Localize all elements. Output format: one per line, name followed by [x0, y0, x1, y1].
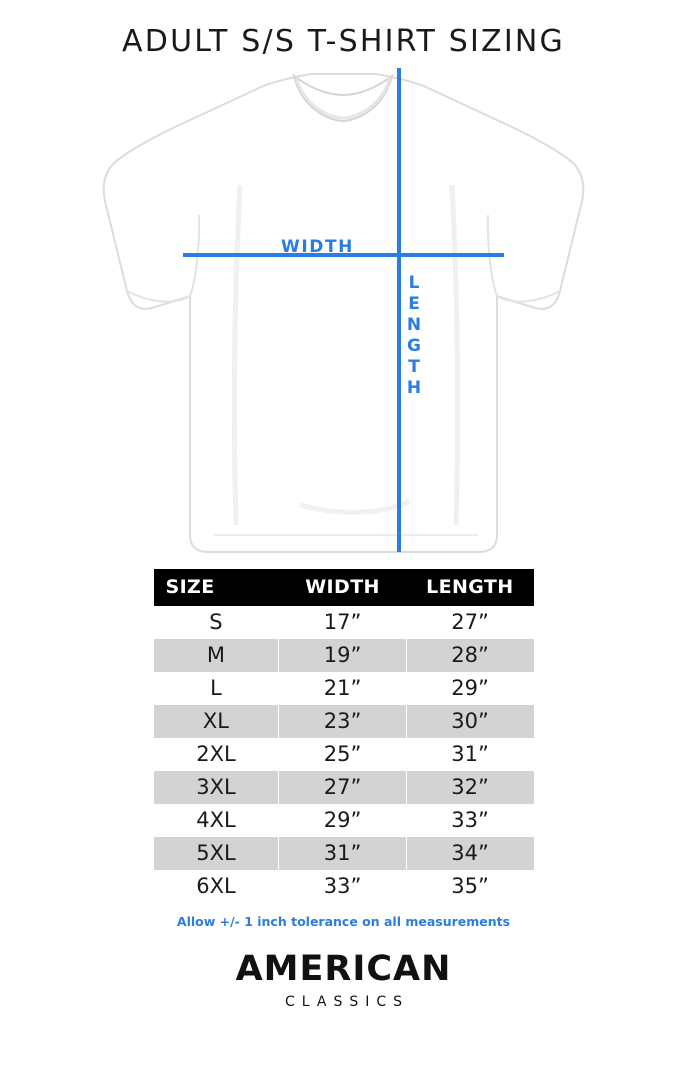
tshirt-illustration [0, 65, 687, 565]
cell-width: 25” [279, 738, 406, 771]
table-row [154, 738, 534, 771]
table-row [154, 870, 534, 903]
cell-size: 5XL [154, 837, 279, 870]
cell-size: S [154, 606, 279, 639]
header-length: LENGTH [406, 569, 533, 606]
cell-length: 29” [406, 672, 533, 705]
table-row [154, 639, 534, 672]
cell-size: 2XL [154, 738, 279, 771]
size-table [154, 569, 534, 903]
cell-width: 23” [279, 705, 406, 738]
cell-length: 27” [406, 606, 533, 639]
header-width: WIDTH [279, 569, 406, 606]
cell-length: 31” [406, 738, 533, 771]
cell-size: 4XL [154, 804, 279, 837]
cell-width: 31” [279, 837, 406, 870]
table-row [154, 606, 534, 639]
length-label: LENGTH [404, 273, 424, 399]
table-row [154, 804, 534, 837]
size-table-head [154, 569, 534, 606]
cell-width: 27” [279, 771, 406, 804]
cell-width: 33” [279, 870, 406, 903]
table-row [154, 672, 534, 705]
cell-length: 35” [406, 870, 533, 903]
cell-length: 32” [406, 771, 533, 804]
table-header-row [154, 569, 534, 606]
cell-width: 17” [279, 606, 406, 639]
cell-length: 33” [406, 804, 533, 837]
cell-size: L [154, 672, 279, 705]
cell-size: 3XL [154, 771, 279, 804]
tshirt-diagram [0, 65, 687, 565]
page-title: ADULT S/S T-SHIRT SIZING [122, 24, 565, 59]
cell-size: XL [154, 705, 279, 738]
table-row [154, 705, 534, 738]
cell-width: 19” [279, 639, 406, 672]
width-label: WIDTH [281, 237, 355, 257]
cell-length: 34” [406, 837, 533, 870]
brand-name: AMERICAN [235, 949, 452, 989]
brand-tagline: CLASSICS [284, 994, 410, 1010]
table-row [154, 837, 534, 870]
cell-length: 28” [406, 639, 533, 672]
table-row [154, 771, 534, 804]
tolerance-note: Allow +/- 1 inch tolerance on all measurements [176, 914, 511, 929]
cell-size: 6XL [154, 870, 279, 903]
cell-size: M [154, 639, 279, 672]
header-size: SIZE [154, 569, 279, 606]
cell-width: 21” [279, 672, 406, 705]
size-table-container [154, 569, 534, 903]
size-table-body [154, 606, 534, 903]
cell-width: 29” [279, 804, 406, 837]
brand-logo [0, 949, 687, 1010]
cell-length: 30” [406, 705, 533, 738]
